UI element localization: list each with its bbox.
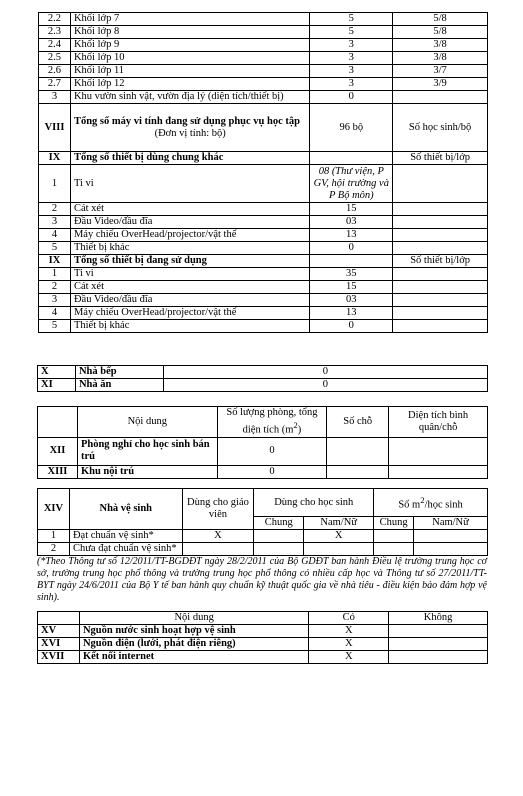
table-row xyxy=(39,216,488,229)
row-label: Thiết bị khác xyxy=(70,320,309,333)
row-count: 3 xyxy=(310,65,393,78)
row-number: 2.4 xyxy=(39,39,71,52)
row-count: 3 xyxy=(310,39,393,52)
row-number: IX xyxy=(39,255,71,268)
header-student: Dùng cho học sinh xyxy=(254,489,374,517)
row-count: 3 xyxy=(310,52,393,65)
row-number: 2 xyxy=(39,281,71,294)
row-ratio: Số thiết bị/lớp xyxy=(393,152,488,165)
table-row xyxy=(39,26,488,39)
header-content: Nội dung xyxy=(79,612,308,625)
row-count: 15 xyxy=(310,203,393,216)
row-label: Máy chiếu OverHead/projector/vật thể xyxy=(70,307,309,320)
table-row xyxy=(38,465,488,478)
row-label: Ti vi xyxy=(70,268,309,281)
row-count: 03 xyxy=(310,216,393,229)
row-number: 1 xyxy=(39,268,71,281)
row-label: Khu nội trú xyxy=(77,465,217,478)
row-ratio xyxy=(393,216,488,229)
table-row xyxy=(39,39,488,52)
header-seats: Số chỗ xyxy=(327,407,389,438)
toilet-table xyxy=(37,488,488,556)
table-header xyxy=(38,407,488,438)
row-ratio: 3/7 xyxy=(393,65,488,78)
table-header xyxy=(38,612,488,625)
row-number: XII xyxy=(38,437,78,465)
row-number: 2.3 xyxy=(39,26,71,39)
row-label: Ti vi xyxy=(70,165,309,203)
row-student-common xyxy=(254,543,304,556)
row-number: XVI xyxy=(38,638,80,651)
row-label: Thiết bị khác xyxy=(70,242,309,255)
table-row xyxy=(39,294,488,307)
header-gender: Nam/Nữ xyxy=(414,517,488,530)
row-ratio: 5/8 xyxy=(393,26,488,39)
row-rooms: 0 xyxy=(217,437,327,465)
row-teacher xyxy=(182,543,254,556)
row-ratio xyxy=(393,320,488,333)
row-label: Khối lớp 7 xyxy=(70,13,309,26)
row-label: Khu vườn sinh vật, vườn địa lý (diện tích/thiết bị) xyxy=(70,91,309,104)
row-ix-common xyxy=(39,152,488,165)
row-value: 0 xyxy=(163,366,487,379)
row-label: Đầu Video/đầu đĩa xyxy=(70,294,309,307)
row-student-gender xyxy=(304,543,374,556)
row-seats xyxy=(327,465,389,478)
header-title: Nhà vệ sinh xyxy=(69,489,182,530)
row-label: Cát xét xyxy=(70,203,309,216)
row-no xyxy=(389,638,488,651)
header-common: Chung xyxy=(254,517,304,530)
equipment-table xyxy=(38,12,488,333)
row-ratio: Số học sinh/bộ xyxy=(393,104,488,152)
table-row xyxy=(39,281,488,294)
row-label: Nguồn nước sinh hoạt hợp vệ sinh xyxy=(79,625,308,638)
row-count: 15 xyxy=(310,281,393,294)
row-number: 3 xyxy=(39,294,71,307)
table-row xyxy=(39,320,488,333)
row-area-gender xyxy=(414,530,488,543)
row-count: 5 xyxy=(310,13,393,26)
row-number: 5 xyxy=(39,320,71,333)
row-count xyxy=(310,255,393,268)
row-ratio: 3/9 xyxy=(393,78,488,91)
row-label: Tổng số thiết bị dùng chung khác xyxy=(70,152,309,165)
row-count: 0 xyxy=(310,320,393,333)
row-viii xyxy=(39,104,488,152)
row-value: 0 xyxy=(163,379,487,392)
row-count: 08 (Thư viện, P GV, hội trường và P Bộ môn) xyxy=(310,165,393,203)
row-ratio xyxy=(393,91,488,104)
row-area xyxy=(389,465,488,478)
table-row xyxy=(39,65,488,78)
row-number: XI xyxy=(38,379,76,392)
row-label: Phòng nghỉ cho học sinh bán trú xyxy=(77,437,217,465)
row-label: Tổng số thiết bị đang sử dụng xyxy=(70,255,309,268)
footnote: (*Theo Thông tư số 12/2011/TT-BGDĐT ngày 28/2/2011 của Bộ GDĐT ban hành Điều lệ trường trung học cơ sở, trường trung học phổ thông và trường trung học phổ thông có nhiều cấp học và Thông tư số 27/2011/TT-BYT ngày 24/6/2011 của Bộ Y tế ban hành quy chuẩn kỹ thuật quốc gia về nhà tiêu - điều kiện bảo đảm hợp vệ sinh). xyxy=(37,556,487,603)
table-row xyxy=(38,530,488,543)
header-common: Chung xyxy=(374,517,414,530)
utilities-table xyxy=(37,611,488,664)
header-area: Diện tích bình quân/chỗ xyxy=(389,407,488,438)
row-student-common xyxy=(254,530,304,543)
row-ratio xyxy=(393,242,488,255)
row-seats xyxy=(327,437,389,465)
row-count xyxy=(310,152,393,165)
row-label: Khối lớp 9 xyxy=(70,39,309,52)
row-number: 3 xyxy=(39,216,71,229)
row-ratio xyxy=(393,203,488,216)
row-ix-in-use xyxy=(39,255,488,268)
row-number: XVII xyxy=(38,651,80,664)
row-ratio xyxy=(393,281,488,294)
row-label: Nhà bếp xyxy=(75,366,163,379)
row-yes: X xyxy=(309,625,389,638)
row-label: Kết nối internet xyxy=(79,651,308,664)
table-row xyxy=(39,307,488,320)
row-count: 0 xyxy=(310,91,393,104)
row-number: 5 xyxy=(39,242,71,255)
row-title: Tổng số máy vi tính đang sử dụng phục vụ học tập xyxy=(73,115,300,127)
row-label: Chưa đạt chuẩn vệ sinh* xyxy=(69,543,182,556)
row-count: 13 xyxy=(310,229,393,242)
boarding-table xyxy=(37,406,488,479)
row-yes: X xyxy=(309,651,389,664)
table-row xyxy=(39,203,488,216)
row-rooms: 0 xyxy=(217,465,327,478)
row-ratio: 3/8 xyxy=(393,52,488,65)
row-number: 2 xyxy=(38,543,70,556)
header-gender: Nam/Nữ xyxy=(304,517,374,530)
table-row xyxy=(38,638,488,651)
table-header xyxy=(38,489,488,517)
row-number: XV xyxy=(38,625,80,638)
row-label: Khối lớp 12 xyxy=(70,78,309,91)
row-number: 1 xyxy=(38,530,70,543)
header-area: Số $m^2$/học sinh xyxy=(374,489,488,517)
row-student-gender: X xyxy=(304,530,374,543)
row-label: Đạt chuẩn vệ sinh* xyxy=(69,530,182,543)
header-content: Nội dung xyxy=(77,407,217,438)
row-number: 2.5 xyxy=(39,52,71,65)
table-row xyxy=(38,379,488,392)
table-row xyxy=(38,625,488,638)
row-label: Khối lớp 8 xyxy=(70,26,309,39)
row-number: 2 xyxy=(39,203,71,216)
row-number: 3 xyxy=(39,91,71,104)
row-count: 5 xyxy=(310,26,393,39)
row-label: Khối lớp 10 xyxy=(70,52,309,65)
row-number: 2.6 xyxy=(39,65,71,78)
row-number: VIII xyxy=(39,104,71,152)
row-number: 4 xyxy=(39,229,71,242)
table-row xyxy=(38,651,488,664)
row-number: 2.2 xyxy=(39,13,71,26)
row-number: XIII xyxy=(38,465,78,478)
row-label: Khối lớp 11 xyxy=(70,65,309,78)
row-area-gender xyxy=(414,543,488,556)
row-ratio xyxy=(393,307,488,320)
header-rooms: Số lượng phòng, tổng diện tích $(m^2)$ xyxy=(217,407,327,438)
table-row xyxy=(39,165,488,203)
kitchen-table xyxy=(37,365,488,392)
row-ratio xyxy=(393,165,488,203)
row-ratio: Số thiết bị/lớp xyxy=(393,255,488,268)
row-count: 96 bộ xyxy=(310,104,393,152)
row-label: Cát xét xyxy=(70,281,309,294)
row-ratio: 5/8 xyxy=(393,13,488,26)
header-teacher: Dùng cho giáo viên xyxy=(182,489,254,530)
row-area xyxy=(389,437,488,465)
row-number: IX xyxy=(39,152,71,165)
header-yes: Có xyxy=(309,612,389,625)
row-ratio xyxy=(393,294,488,307)
row-number: 1 xyxy=(39,165,71,203)
header-number: XIV xyxy=(38,489,70,530)
table-row xyxy=(38,543,488,556)
row-yes: X xyxy=(309,638,389,651)
table-row xyxy=(39,13,488,26)
row-number: X xyxy=(38,366,76,379)
row-ratio: 3/8 xyxy=(393,39,488,52)
table-row xyxy=(39,52,488,65)
row-label: Nguồn điện (lưới, phát điện riêng) xyxy=(79,638,308,651)
row-teacher: X xyxy=(182,530,254,543)
table-row xyxy=(39,78,488,91)
row-number: 2.7 xyxy=(39,78,71,91)
row-label: Đầu Video/đầu đĩa xyxy=(70,216,309,229)
table-row xyxy=(38,437,488,465)
row-number: 4 xyxy=(39,307,71,320)
header-no: Không xyxy=(389,612,488,625)
table-row xyxy=(39,242,488,255)
row-no xyxy=(389,625,488,638)
row-ratio xyxy=(393,229,488,242)
row-count: 0 xyxy=(310,242,393,255)
row-area-common xyxy=(374,543,414,556)
row-count: 35 xyxy=(310,268,393,281)
table-row xyxy=(39,91,488,104)
table-row xyxy=(38,366,488,379)
row-count: 13 xyxy=(310,307,393,320)
row-label xyxy=(70,104,309,152)
row-area-common xyxy=(374,530,414,543)
row-ratio xyxy=(393,268,488,281)
table-row xyxy=(39,268,488,281)
row-count: 3 xyxy=(310,78,393,91)
row-unit: (Đơn vị tính: bộ) xyxy=(154,127,226,139)
row-label: Máy chiếu OverHead/projector/vật thể xyxy=(70,229,309,242)
row-count: 03 xyxy=(310,294,393,307)
table-row xyxy=(39,229,488,242)
row-no xyxy=(389,651,488,664)
row-label: Nhà ăn xyxy=(75,379,163,392)
